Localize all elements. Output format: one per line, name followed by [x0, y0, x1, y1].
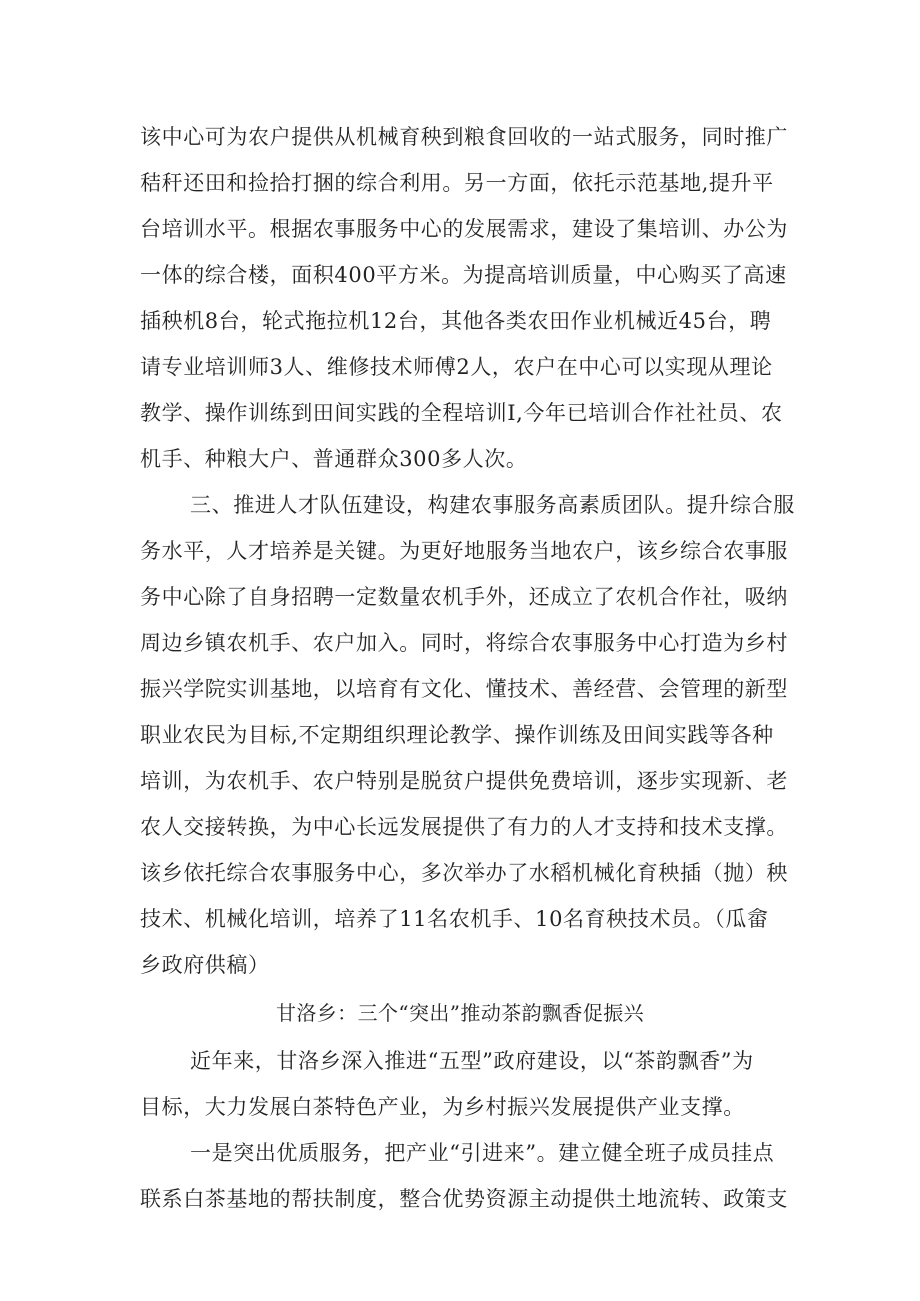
paragraph-start-line: 近年来，甘洛乡深入推进“五型”政府建设，以“茶韵飘香”为 [190, 1049, 754, 1073]
paragraph-start-line: 三、推进人才队伍建设，构建农事服务高素质团队。提升综合服 [190, 493, 795, 517]
text-line: 联系白茶基地的帮扶制度，整合优势资源主动提供土地流转、政策支 [140, 1187, 788, 1211]
text-line: 周边乡镇农机手、农户加入。同时，将综合农事服务中心打造为乡村 [140, 631, 788, 655]
text-line: 教学、操作训练到田间实践的全程培训I,今年已培训合作社社员、农 [140, 401, 783, 425]
text-line: 请专业培训师3人、维修技术师傅2人，农户在中心可以实现从理论 [140, 355, 773, 379]
paragraph-start-line: 一是突出优质服务，把产业“引进来”。建立健全班子成员挂点 [190, 1141, 775, 1165]
section-heading: 甘洛乡：三个“突出”推动茶韵飘香促振兴 [275, 1001, 645, 1025]
text-line: 目标，大力发展白茶特色产业，为乡村振兴发展提供产业支撑。 [140, 1095, 745, 1119]
text-line: 务中心除了自身招聘一定数量农机手外，还成立了农机合作社，吸纳 [140, 585, 788, 609]
text-line: 插秧机8台，轮式拖拉机12台，其他各类农田作业机械近45台，聘 [140, 309, 772, 333]
text-line: 职业农民为目标,不定期组织理论教学、操作训练及田间实践等各种 [140, 723, 774, 747]
text-line: 台培训水平。根据农事服务中心的发展需求，建设了集培训、办公为 [140, 217, 788, 241]
text-line: 农人交接转换，为中心长远发展提供了有力的人才支持和技术支撑。 [140, 815, 788, 839]
text-line: 务水平，人才培养是关键。为更好地服务当地农户，该乡综合农事服 [140, 539, 788, 563]
text-line: 该乡依托综合农事服务中心，多次举办了水稻机械化育秧插（抛）秧 [140, 861, 788, 885]
text-line: 一体的综合楼，面积400平方米。为提高培训质量，中心购买了高速 [140, 263, 787, 287]
text-line: 该中心可为农户提供从机械育秧到粮食回收的一站式服务，同时推广 [140, 125, 788, 149]
text-line: 技术、机械化培训，培养了11名农机手、10名育秧技术员。（瓜畲 [140, 907, 769, 931]
text-line: 乡政府供稿） [140, 953, 270, 977]
text-line: 振兴学院实训基地，以培育有文化、懂技术、善经营、会管理的新型 [140, 677, 788, 701]
text-line: 机手、种粮大户、普通群众300多人次。 [140, 447, 528, 471]
text-line: 秸秆还田和捡拾打捆的综合利用。另一方面，依托示范基地,提升平 [140, 171, 774, 195]
text-line: 培训，为农机手、农户特别是脱贫户提供免费培训，逐步实现新、老 [140, 769, 788, 793]
